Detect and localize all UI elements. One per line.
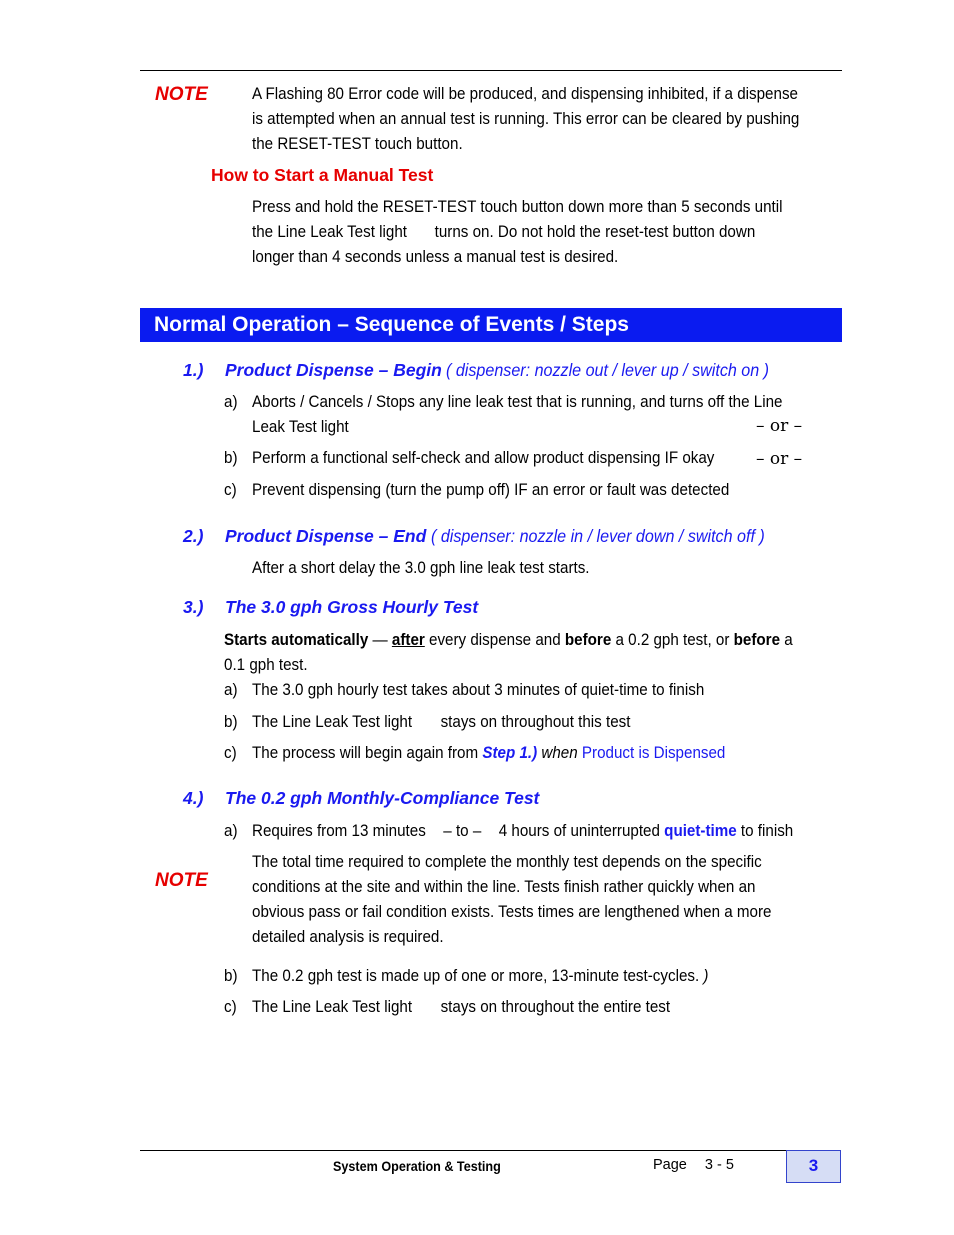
step4-note-line: detailed analysis is required. xyxy=(252,928,444,946)
manual-line-1: Press and hold the RESET-TEST touch button down more than 5 seconds until xyxy=(252,198,783,216)
step2-number: 2.) xyxy=(183,526,204,546)
step3-number: 3.) xyxy=(183,597,204,617)
step3-c-when: when xyxy=(537,744,582,762)
step3-intro xyxy=(224,628,793,678)
step3-title: The 3.0 gph Gross Hourly Test xyxy=(225,597,479,617)
note-text xyxy=(252,82,799,157)
intro-end: a xyxy=(780,631,793,649)
note-line: the RESET-TEST touch button. xyxy=(252,135,463,153)
step3-b-text1: The Line Leak Test light xyxy=(252,713,413,731)
note-label: NOTE xyxy=(155,84,208,105)
manual-line-2 xyxy=(252,220,782,245)
step4-b-marker: b) xyxy=(224,967,238,985)
step1-a-text xyxy=(252,390,782,440)
step2-subtitle: ( dispenser: nozzle in / lever down / switch off ) xyxy=(430,526,765,546)
starts-automatically: Starts automatically xyxy=(224,631,369,649)
step3-c-text xyxy=(252,741,725,766)
step1-a-marker: a) xyxy=(224,393,238,411)
step3-c-product: Product is Dispensed xyxy=(581,744,726,762)
step4-a-to: – to – xyxy=(443,822,482,840)
step4-c-text2: stays on throughout the entire test xyxy=(440,998,671,1016)
step1-title: Product Dispense – Begin xyxy=(225,360,442,380)
note-line: A Flashing 80 Error code will be produced, and dispensing inhibited, if a dispense xyxy=(252,85,798,103)
step4-c-marker: c) xyxy=(224,998,237,1016)
step4-note-line: conditions at the site and within the line. Tests finish rather quickly when an xyxy=(252,878,756,896)
step4-number: 4.) xyxy=(183,788,204,808)
step4-c-text xyxy=(252,995,670,1020)
top-rule xyxy=(140,70,842,71)
step3-c-marker: c) xyxy=(224,744,237,762)
quiet-time-term: quiet-time xyxy=(664,822,737,840)
step4-note-text xyxy=(252,850,771,950)
step4-a-text2: 4 hours of uninterrupted xyxy=(498,822,665,840)
step3-intro-line1 xyxy=(224,628,793,653)
intro-dash: — xyxy=(368,631,392,649)
step3-a-marker: a) xyxy=(224,681,238,699)
step3-b-marker: b) xyxy=(224,713,238,731)
footer-page xyxy=(653,1157,734,1173)
step4-a-text3: to finish xyxy=(736,822,794,840)
step2-text: After a short delay the 3.0 gph line leak test starts. xyxy=(252,559,590,577)
step2-title: Product Dispense – End xyxy=(225,526,427,546)
step1-a-line1: Aborts / Cancels / Stops any line leak test that is running, and turns off the Line xyxy=(252,393,783,411)
or-divider-1: – or – xyxy=(756,416,803,436)
intro-before2: before xyxy=(733,631,781,649)
banner-title: Normal Operation – Sequence of Events / Steps xyxy=(154,313,629,336)
manual-line-2a: the Line Leak Test light xyxy=(252,223,408,241)
step4-note-label: NOTE xyxy=(155,870,208,891)
step4-b-paren: ) xyxy=(699,967,709,985)
footer-rule xyxy=(140,1150,786,1151)
step4-b-text-main: The 0.2 gph test is made up of one or more, 13-minute test-cycles. xyxy=(252,967,700,985)
footer-page-label: Page xyxy=(653,1157,687,1173)
step3-intro-line2: 0.1 gph test. xyxy=(224,656,308,674)
step1-number: 1.) xyxy=(183,360,204,380)
step4-note-line: The total time required to complete the monthly test depends on the specific xyxy=(252,853,762,871)
step4-title: The 0.2 gph Monthly-Compliance Test xyxy=(225,788,540,808)
chapter-number: 3 xyxy=(808,1156,819,1175)
manual-test-text xyxy=(252,195,782,270)
step1-b-marker: b) xyxy=(224,449,238,467)
step4-b-text xyxy=(252,964,708,989)
step4-a-text1: Requires from 13 minutes xyxy=(252,822,426,840)
intro-before1: before xyxy=(564,631,612,649)
footer-page-num: 3 - 5 xyxy=(704,1157,734,1173)
section-banner xyxy=(140,308,842,342)
step3-a-text: The 3.0 gph hourly test takes about 3 minutes of quiet-time to finish xyxy=(252,681,705,699)
step1-c-marker: c) xyxy=(224,481,237,499)
step3-b-text xyxy=(252,710,630,735)
step4-a-text xyxy=(252,819,793,844)
step4-c-text1: The Line Leak Test light xyxy=(252,998,413,1016)
step1-subtitle: ( dispenser: nozzle out / lever up / switch on ) xyxy=(446,360,770,380)
step3-b-text2: stays on throughout this test xyxy=(440,713,631,731)
intro-mid2: a 0.2 gph test, or xyxy=(611,631,734,649)
intro-after: after xyxy=(391,631,425,649)
step4-a-marker: a) xyxy=(224,822,238,840)
step-ref-link: Step 1.) xyxy=(482,744,538,762)
manual-line-2b: turns on. Do not hold the reset-test button down xyxy=(434,223,756,241)
step2-heading xyxy=(225,526,794,547)
step1-heading xyxy=(225,360,797,381)
step1-a-line2: Leak Test light xyxy=(252,418,349,436)
manual-line-3: longer than 4 seconds unless a manual test is desired. xyxy=(252,248,619,266)
step1-c-text: Prevent dispensing (turn the pump off) IF an error or fault was detected xyxy=(252,481,730,499)
intro-mid1: every dispense and xyxy=(424,631,565,649)
chapter-box xyxy=(786,1150,841,1183)
step1-b-text: Perform a functional self-check and allow product dispensing IF okay xyxy=(252,449,715,467)
step4-note-line: obvious pass or fail condition exists. Tests times are lengthened when a more xyxy=(252,903,772,921)
note-line: is attempted when an annual test is running. This error can be cleared by pushing xyxy=(252,110,800,128)
manual-test-heading: How to Start a Manual Test xyxy=(211,165,434,185)
step3-c-text1: The process will begin again from xyxy=(252,744,483,762)
footer-section: System Operation & Testing xyxy=(333,1158,501,1174)
or-divider-2: – or – xyxy=(756,449,803,469)
